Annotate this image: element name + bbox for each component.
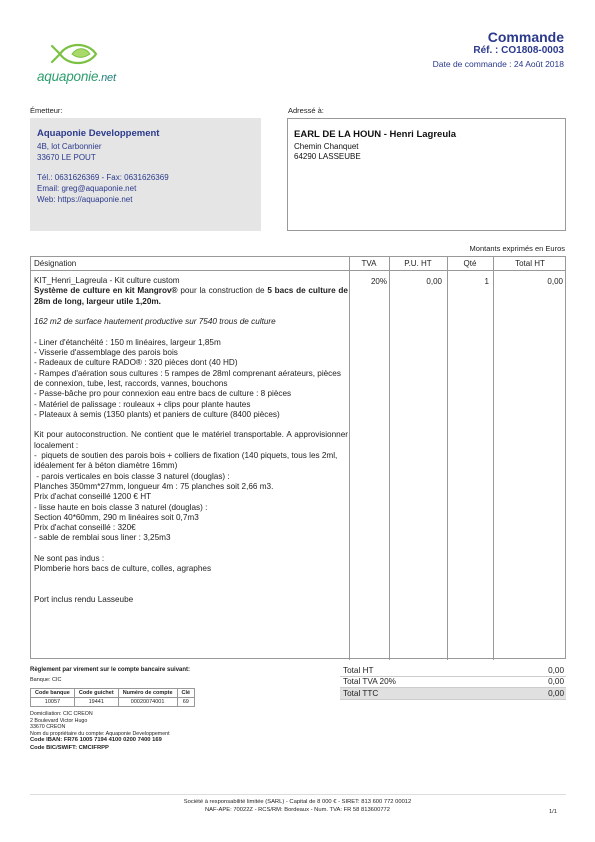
logo-wordmark: aquaponie.net — [37, 69, 116, 84]
list-item: - Liner d'étanchéité : 150 m linéaires, largeur 1,85m — [34, 337, 221, 347]
list-item: - Matériel de palissage : rouleaux + clips pour plante hautes — [34, 399, 251, 409]
list-item: - Radeaux de culture RADO® : 320 pièces dont (40 HD) — [34, 358, 238, 368]
total-tva-row: Total TVA 20% 0,00 — [340, 677, 566, 689]
list-item: Planches 350mm*27mm, longueur 4m : 75 planches soit 2,66 m3. — [34, 481, 274, 491]
list-item: Prix d'achat conseillé : 320€ — [34, 523, 136, 533]
emitter-web: Web: https://aquaponie.net — [37, 195, 133, 204]
list-item: - Passe-bâche pro pour connexion eau entre bacs de culture : 8 pièces — [34, 389, 292, 399]
footer-line: Société à responsabilité limitée (SARL) - Capital de 8 000 € - SIRET: 813 600 772 00012 — [183, 799, 412, 805]
footer-divider — [30, 794, 566, 795]
product-title: KIT_Henri_Lagreula - Kit culture custom — [34, 276, 180, 285]
bank-value: 69 — [177, 698, 195, 707]
excluded-title: Ne sont pas indus : — [34, 554, 105, 564]
product-surface: 162 m2 de surface hautement productive sur 7540 trous de culture — [34, 317, 276, 327]
emitter-email: Email: greg@aquaponie.net — [37, 184, 137, 193]
emitter-name: Aquaponie Developpement — [37, 128, 160, 139]
emitter-phone: Tél.: 0631626369 - Fax: 0631626369 — [37, 173, 169, 182]
list-item: - Visserie d'assemblage des parois bois — [34, 348, 178, 358]
column-divider — [389, 257, 390, 660]
header-quantity: Qté — [463, 259, 477, 268]
header-designation: Désignation — [34, 259, 77, 268]
bank-header: Code banque — [31, 689, 75, 698]
bank-value: 10057 — [31, 698, 75, 707]
total-ht-row: Total HT 0,00 — [340, 665, 566, 677]
list-item: - parois verticales en bois classe 3 naturel (douglas) : — [34, 471, 230, 481]
emitter-block — [30, 118, 261, 231]
list-item: - Rampes d'aération sous cultures : 5 rampes de 28ml comprenant aérateurs, pièces de connexion, tube, lest, raccords, vannes, bouchons — [34, 368, 344, 388]
column-divider — [493, 257, 494, 660]
bank-header: Clé — [177, 689, 195, 698]
emitter-label: Émetteur: — [30, 106, 63, 115]
bic: Code BIC/SWIFT: CMCIFRPP — [30, 744, 109, 751]
row-quantity: 1 — [484, 277, 489, 286]
emitter-address1: 4B, lot Carbonnier — [37, 142, 102, 151]
row-description — [34, 276, 351, 606]
page-number: 1/1 — [548, 809, 557, 815]
total-ttc-row: Total TTC 0,00 — [340, 688, 566, 700]
column-divider — [447, 257, 448, 660]
currency-note: Montants exprimés en Euros — [469, 244, 565, 253]
list-item: - piquets de soutien des parois bois + colliers de fixation (140 piquets, tous les 2ml, idéalement fer à béton diamètre 16mm) — [34, 451, 340, 471]
recipient-address1: Chemin Chanquet — [294, 142, 359, 151]
footer-line: NAF-APE: 70022Z - RCS/RM: Bordeaux - Num. TVA: FR 58 813600772 — [204, 807, 391, 813]
recipient-name: EARL DE LA HOUN - Henri Lagreula — [294, 129, 457, 140]
autoconstruction-note: Kit pour autoconstruction. Ne contient que le matériel transportable. A approvisionner localement : — [34, 430, 348, 450]
legal-footer — [0, 798, 595, 814]
row-unit-price: 0,00 — [426, 277, 442, 286]
list-item: Section 40*60mm, 290 m linéaires soit 0,7m3 — [34, 512, 199, 522]
fish-leaf-icon — [52, 45, 96, 63]
list-item: - sable de remblai sous liner : 3,25m3 — [34, 533, 171, 543]
excluded-item: Plomberie hors bacs de culture, colles, agraphes — [34, 564, 212, 574]
bank-details-table — [30, 688, 195, 707]
product-intro: Système de culture en kit Mangrov® pour la construction de 5 bacs de culture de 28m de long, largeur utile 1,20m. — [34, 286, 351, 306]
bank-header: Numéro de compte — [118, 689, 177, 698]
iban: Code IBAN: FR76 1005 7194 4100 0200 7400 169 — [30, 737, 162, 743]
order-lines-table — [30, 256, 566, 659]
order-date: Date de commande : 24 Août 2018 — [432, 59, 564, 69]
domiciliation-line: 2 Boulevard Victor Hugo — [30, 717, 88, 724]
list-item: - lisse haute en bois classe 3 naturel (douglas) : — [34, 502, 208, 512]
bank-name: Banque: CIC — [30, 677, 62, 683]
bank-value: 19441 — [74, 698, 118, 707]
header-total: Total HT — [515, 259, 545, 268]
recipient-block — [287, 118, 566, 231]
order-reference: Réf. : CO1808-0003 — [473, 45, 564, 56]
document-title: Commande — [487, 29, 564, 45]
domiciliation-line: 33670 CREON — [30, 724, 66, 730]
recipient-address2: 64290 LASSEUBE — [294, 152, 361, 161]
bank-domiciliation — [30, 711, 170, 752]
emitter-address2: 33670 LE POUT — [37, 153, 96, 162]
domiciliation-line: Domiciliation: CIC CREON — [30, 711, 93, 717]
header-unit-price: P.U. HT — [404, 259, 432, 268]
column-divider — [349, 257, 350, 660]
shipping-note: Port inclus rendu Lasseube — [34, 595, 134, 605]
totals-block — [340, 665, 566, 700]
bank-value: 00020074001 — [118, 698, 177, 707]
row-tva: 20% — [370, 277, 387, 286]
recipient-label: Adressé à: — [288, 106, 324, 115]
list-item: Prix d'achat conseillé 1200 € HT — [34, 492, 152, 502]
bank-title: Règlement par virement sur le compte bancaire suivant: — [30, 667, 191, 673]
domiciliation-line: Nom du propriétaire du compte: Aquaponie Developpement — [30, 730, 170, 737]
list-item: - Plateaux à semis (1350 plants) et paniers de culture (8400 pièces) — [34, 409, 280, 419]
row-total: 0,00 — [547, 277, 563, 286]
header-tva: TVA — [361, 259, 377, 268]
bank-header: Code guichet — [74, 689, 118, 698]
